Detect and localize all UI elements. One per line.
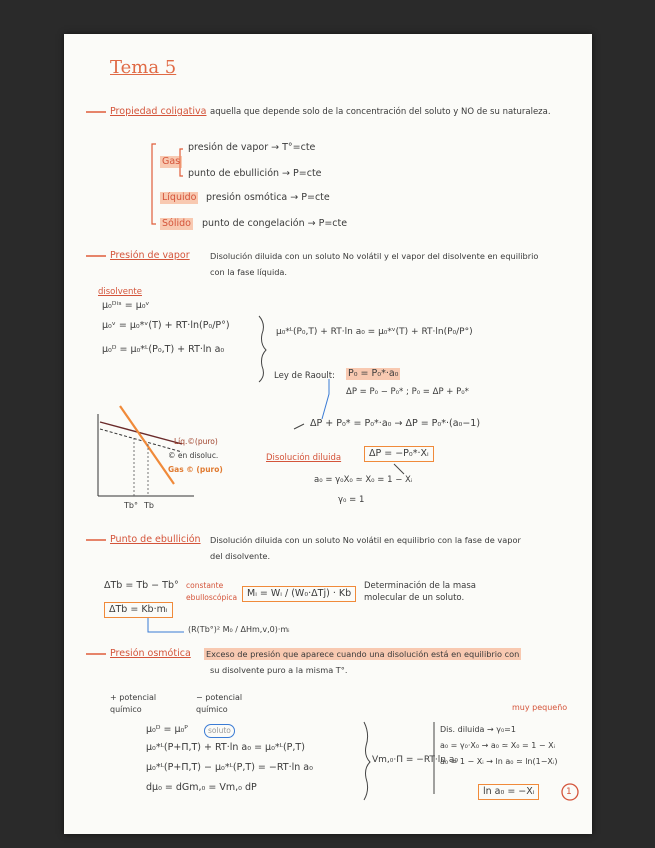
vapor-eq-3: μ₀ᴰ = μ₀*ᴸ(P₀,T) + RT·ln a₀ xyxy=(102,344,225,355)
raoult-label: Ley de Raoult: xyxy=(274,371,335,381)
ebullition-eq-2: ΔTb = Kb·mᵢ xyxy=(104,602,173,618)
plus-potential: + potencial químico xyxy=(110,693,157,714)
kb-expression: (R(Tb°)² M₀ / ΔHm,v,0)·mᵢ xyxy=(188,625,290,634)
soluto-circle: soluto xyxy=(204,724,235,738)
osmotic-result-3: a₀ = 1 − Xᵢ → ln a₀ ≃ ln(1−Xᵢ) xyxy=(440,757,558,766)
page-number: 1 xyxy=(566,787,572,797)
solid-label: Sólido xyxy=(162,218,191,229)
coligative-definition: aquella que depende solo de la concentración del soluto y NO de su naturaleza. xyxy=(210,107,551,117)
molar-mass-eq: Mᵢ = Wᵢ / (W₀·ΔTj) · Kb xyxy=(242,586,356,602)
vapor-eq-1: μ₀ᴰⁱˢ = μ₀ᵛ xyxy=(102,300,150,311)
page-title: Tema 5 xyxy=(110,57,177,78)
osmotic-result-4: ln a₀ = −Xᵢ xyxy=(478,784,539,800)
raoult-delta: ΔP = P₀ − P₀* ; P₀ = ΔP + P₀* xyxy=(346,387,469,397)
osmotic-eq-2: μ₀*ᴸ(P+Π,T) + RT·ln a₀ = μ₀*ᴸ(P,T) xyxy=(146,742,305,753)
section-label-vapor: Presión de vapor xyxy=(110,250,190,261)
gas-item-2: punto de ebullición → P=cte xyxy=(188,168,322,179)
gas-label: Gas xyxy=(162,156,181,167)
legend-dis: © en disoluc. xyxy=(168,451,219,460)
vapor-eq-4: μ₀*ᴸ(P₀,T) + RT·ln a₀ = μ₀*ᵛ(T) + RT·ln(P₀/P°) xyxy=(276,327,473,337)
ebullition-def-2: del disolvente. xyxy=(210,551,271,561)
legend-gas: Gas © (puro) xyxy=(168,465,223,474)
osmotic-eq-5: Vm,₀·Π = −RT·ln a₀ xyxy=(372,755,458,765)
ebullition-eq-1: ΔTb = Tb − Tb° xyxy=(104,580,179,591)
osmotic-def-1: Exceso de presión que aparece cuando una disolución está en equilibrio con xyxy=(206,649,520,659)
section-label-ebullition: Punto de ebullición xyxy=(110,534,201,545)
legend-liq: Líq.©(puro) xyxy=(174,437,218,446)
notebook-page xyxy=(64,34,592,834)
vapor-eq-2: μ₀ᵛ = μ₀*ᵛ(T) + RT·ln(P₀/P°) xyxy=(102,320,230,331)
liquid-label: Líquido xyxy=(162,192,197,203)
section-label-coligative: Propiedad coligativa xyxy=(110,106,207,117)
gamma-eq: γ₀ = 1 xyxy=(338,495,365,505)
ebullition-def-1: Disolución diluida con un soluto No volátil en equilibrio con la fase de vapor xyxy=(210,535,521,545)
section-label-osmotic: Presión osmótica xyxy=(110,648,191,659)
solid-item: punto de congelación → P=cte xyxy=(202,218,348,229)
activity-eq: a₀ = γ₀X₀ ≃ X₀ = 1 − Xᵢ xyxy=(314,475,413,485)
minus-potential: − potencial químico xyxy=(196,693,243,714)
raoult-law: P₀ = P₀*·a₀ xyxy=(348,368,399,379)
gas-item-1: presión de vapor → T°=cte xyxy=(188,142,316,153)
tb0-label: Tb° xyxy=(124,501,138,510)
osmotic-result-2: a₀ = γ₀·X₀ → a₀ ≃ X₀ = 1 − Xᵢ xyxy=(440,741,556,750)
vapor-def-2: con la fase líquida. xyxy=(210,267,288,277)
ebullition-constant: constante ebulloscópica xyxy=(186,581,238,602)
vapor-def-1: Disolución diluida con un soluto No volátil y el vapor del disolvente en equilibrio xyxy=(210,251,539,261)
osmotic-eq-4: dμ₀ = dGm,₀ = Vm,₀ dP xyxy=(146,782,257,793)
dilute-label: Disolución diluida xyxy=(266,453,342,463)
very-small-note: muy pequeño xyxy=(512,703,568,712)
solvent-label: disolvente xyxy=(98,287,142,297)
osmotic-result-1: Dis. diluida → γ₀=1 xyxy=(440,725,516,734)
liquid-item: presión osmótica → P=cte xyxy=(206,192,330,203)
molar-mass-note: Determinación de la masa molecular de un soluto. xyxy=(364,581,476,603)
osmotic-eq-3: μ₀*ᴸ(P+Π,T) − μ₀*ᴸ(P,T) = −RT·ln a₀ xyxy=(146,762,313,773)
osmotic-eq-1: μ₀ᴰ = μ₀ᴾ xyxy=(146,724,188,735)
vapor-eq-5: ΔP + P₀* = P₀*·a₀ → ΔP = P₀*·(a₀−1) xyxy=(310,418,481,429)
dilute-result: ΔP = −P₀*·Xᵢ xyxy=(364,446,434,462)
tb-label: Tb xyxy=(144,501,154,510)
osmotic-def-2: su disolvente puro a la misma T°. xyxy=(210,665,348,675)
